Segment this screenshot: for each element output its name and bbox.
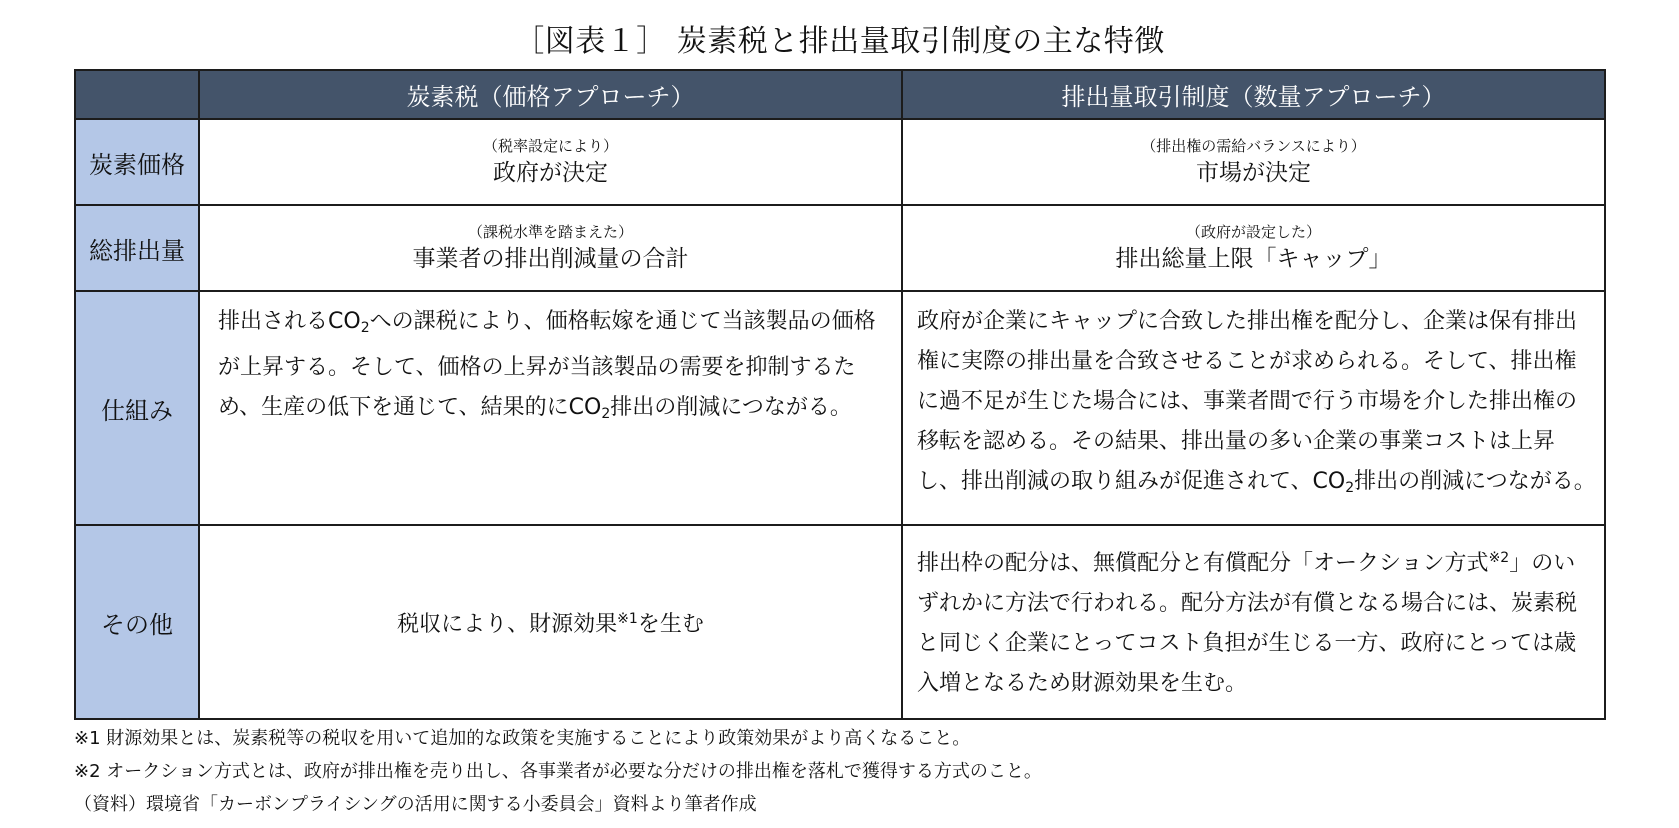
paragraph [200,292,901,446]
paragraph [903,292,1604,520]
cell-tax-other [199,525,902,719]
table-row [75,525,1605,719]
text-segment: 排出されるCO [218,309,361,334]
footnote-2: ※2 オークション方式とは、政府が排出権を売り出し、各事業者が必要な分だけの排出権を落札で獲得する方式のこと。 [74,761,1042,782]
header-corner [75,70,199,119]
subscript: 2 [601,406,611,422]
row-label-total-emissions: 総排出量 [75,205,199,291]
superscript: ※2 [1488,550,1510,566]
table-row [75,291,1605,525]
cell-main: 排出総量上限「キャップ」 [1115,246,1392,272]
text-segment: 税収により、財源効果 [397,611,618,637]
footnotes [74,722,1042,821]
text-segment: を生む [637,611,704,637]
cell-main: 事業者の排出削減量の合計 [412,246,689,272]
table-row [75,119,1605,205]
text-segment: 排出の削減につながる。 [1354,469,1596,494]
cell-ets-other [902,525,1605,719]
cell-ets-total-emissions [902,205,1605,291]
cell-note: （排出権の需給バランスにより） [1141,137,1366,155]
cell-main: 市場が決定 [1196,160,1311,186]
cell-tax-carbon-price [199,119,902,205]
subscript: 2 [360,320,370,336]
text-segment: への課税により、価格転嫁を通じて当該製品の価格が上昇する。そして、価格の上昇が当該製品の需要を抑制するため、生産の低下を通じて、結果的にCO [218,309,876,420]
paragraph [903,528,1604,716]
cell-note: （政府が設定した） [1185,223,1321,241]
subscript: 2 [1345,480,1355,496]
figure-title: ［図表１］ 炭素税と排出量取引制度の主な特徴 [514,24,1165,59]
row-label-other: その他 [75,525,199,719]
comparison-table [74,69,1606,720]
header-emissions-trading: 排出量取引制度（数量アプローチ） [902,70,1605,119]
text-segment: 排出の削減につながる。 [610,395,852,420]
cell-tax-mechanism [199,291,902,525]
source-note: （資料）環境省「カーボンプライシングの活用に関する小委員会」資料より筆者作成 [74,794,757,815]
table-header-row [75,70,1605,119]
footnote-1: ※1 財源効果とは、炭素税等の税収を用いて追加的な政策を実施することにより政策効果がより高くなること。 [74,728,971,749]
cell-tax-total-emissions [199,205,902,291]
row-label-mechanism: 仕組み [75,291,199,525]
text-segment: 」のいずれかに方法で行われる。配分方法が有償となる場合には、炭素税と同じく企業にとってコスト負担が生じる一方、政府にとっては歳入増となるため財源効果を生む。 [917,551,1578,696]
cell-main: 政府が決定 [493,160,608,186]
text-segment: 政府が企業にキャップに合致した排出権を配分し、企業は保有排出権に実際の排出量を合致させることが求められる。そして、排出権に過不足が生じた場合には、事業者間で行う市場を介した排出権の移転を認める。その結果、排出量の多い企業の事業コストは上昇し、排出削減の取り組みが促進されて、CO [917,309,1578,494]
cell-note: （課税水準を踏まえた） [467,223,633,241]
table-row [75,205,1605,291]
cell-ets-mechanism [902,291,1605,525]
superscript: ※1 [617,610,638,627]
row-label-carbon-price: 炭素価格 [75,119,199,205]
header-carbon-tax: 炭素税（価格アプローチ） [199,70,902,119]
cell-note: （税率設定により） [482,137,618,155]
text-segment: 排出枠の配分は、無償配分と有償配分「オークション方式 [917,551,1489,576]
cell-ets-carbon-price [902,119,1605,205]
